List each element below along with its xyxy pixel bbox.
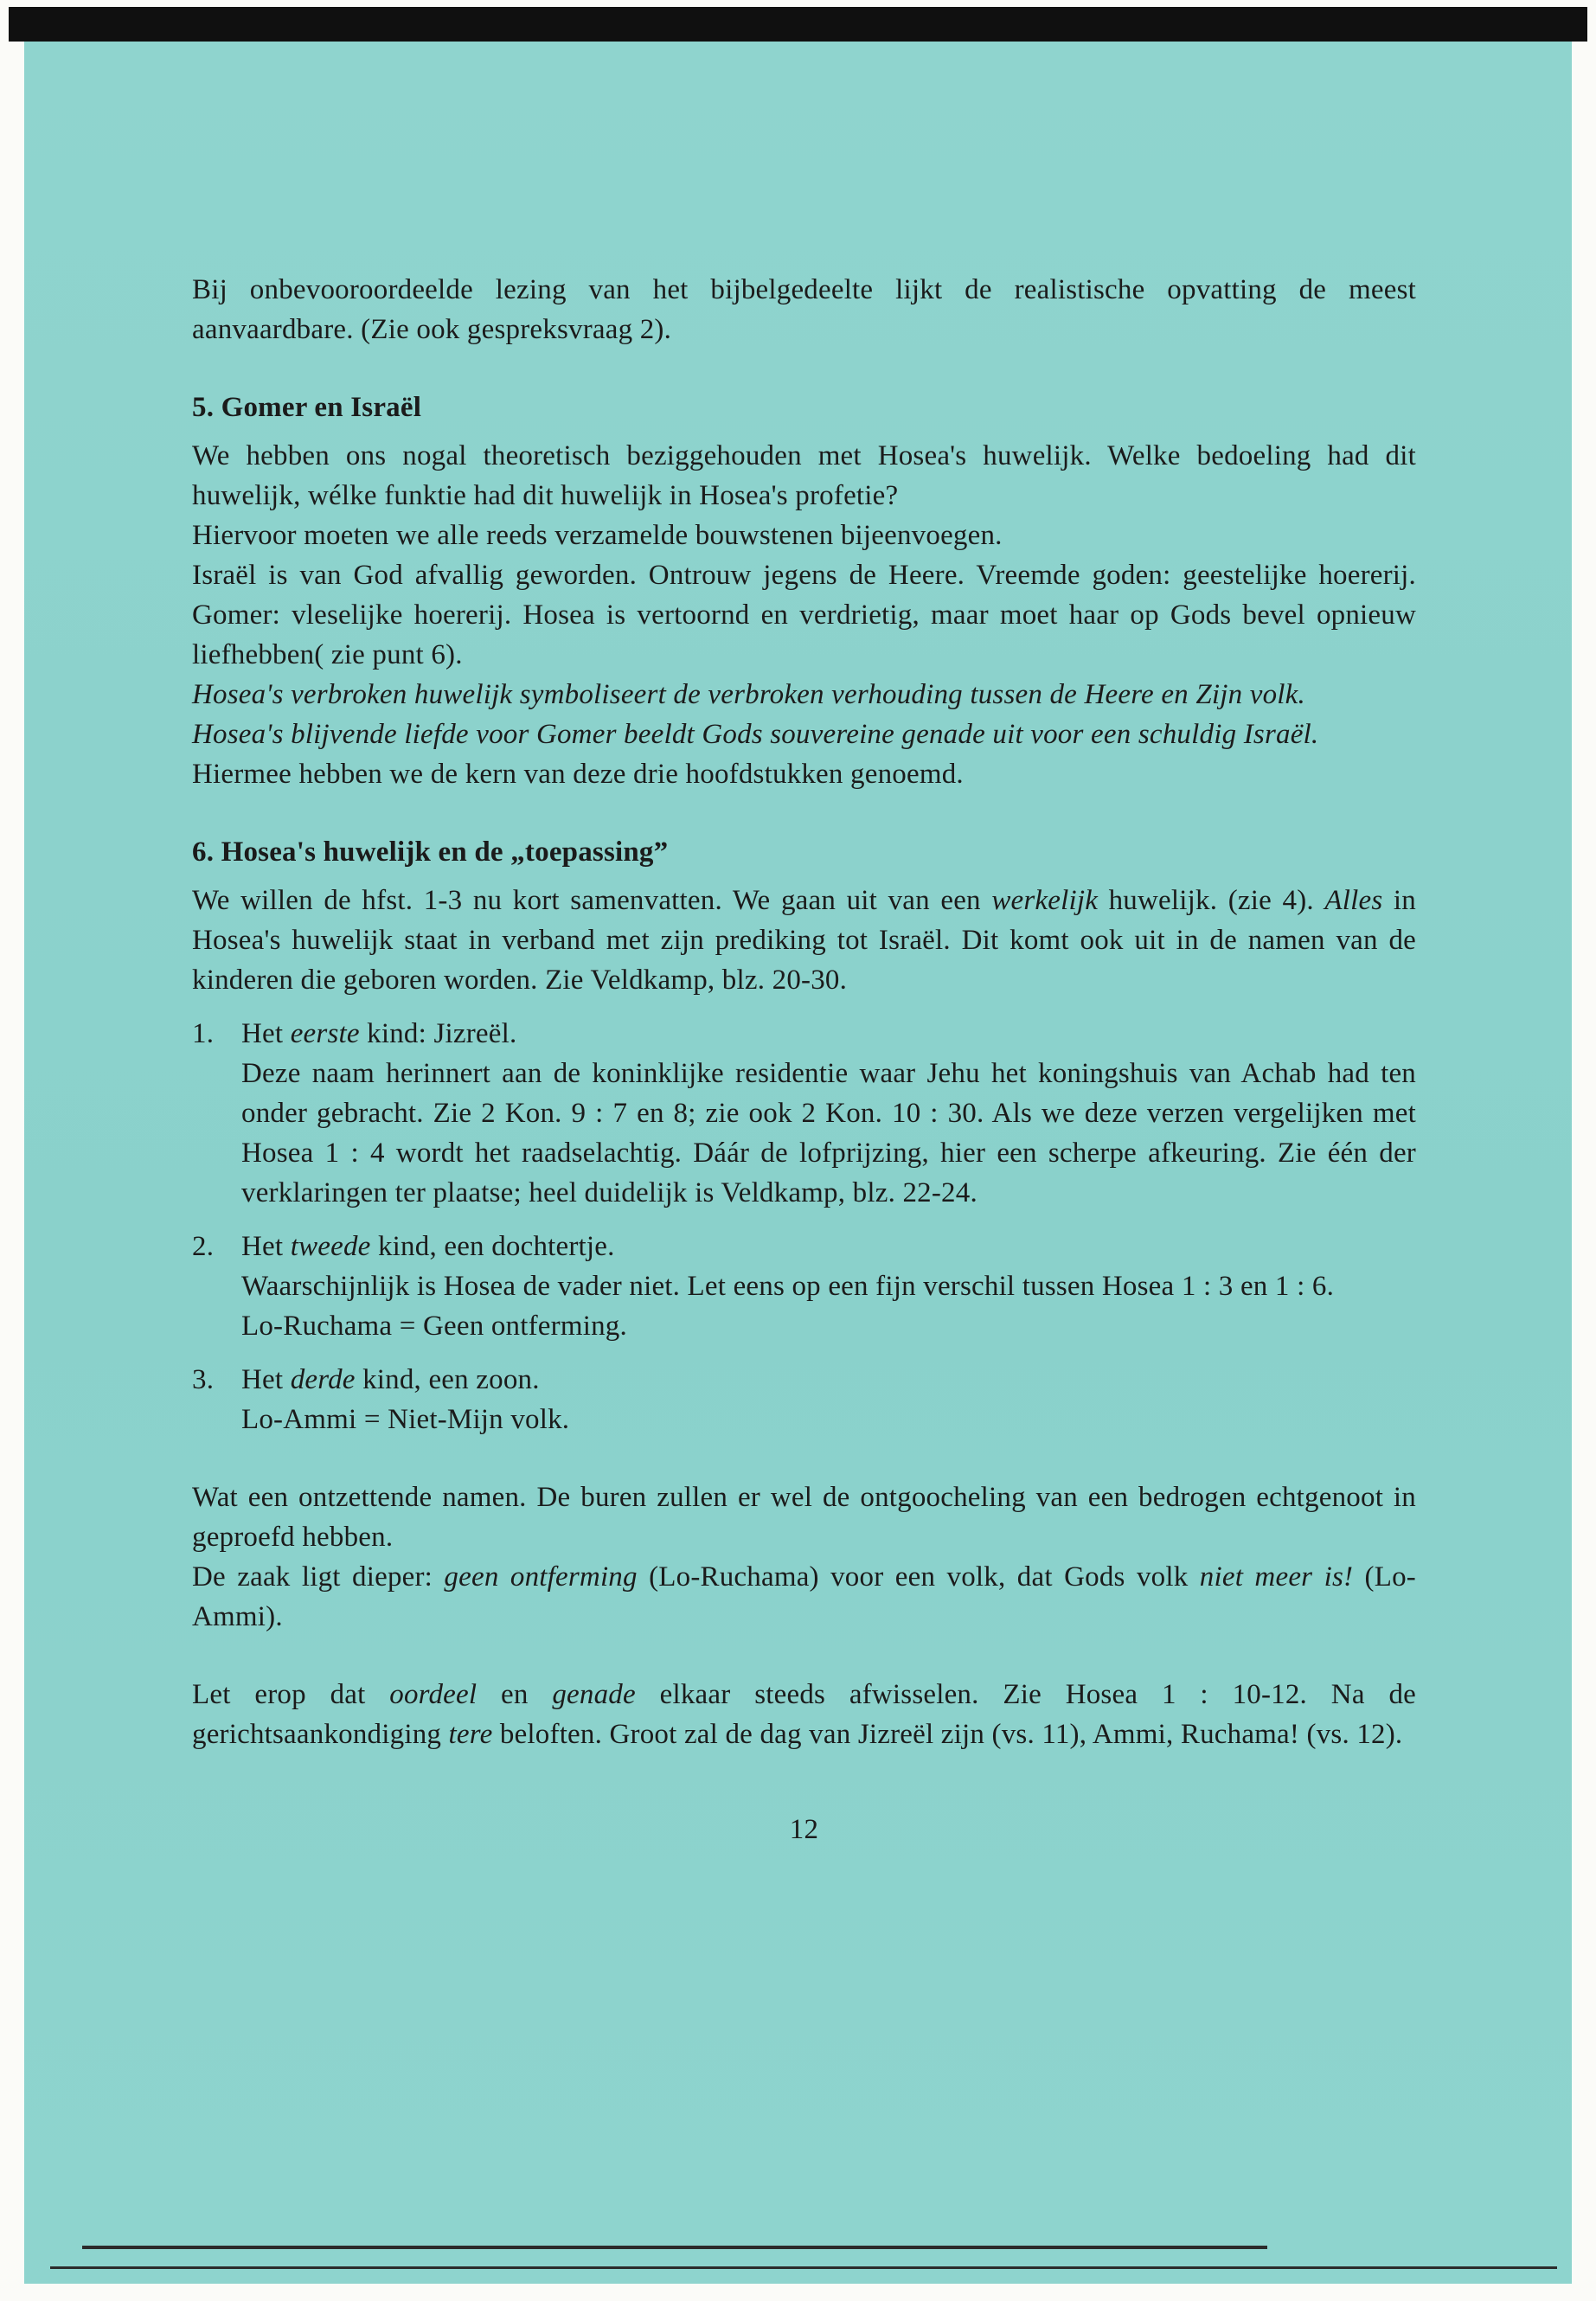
text-run: elkaar steeds afwisselen. Zie Hosea 1 : 10-12. Na de gerichtsaankondiging bbox=[192, 1679, 1416, 1750]
text-run: 5. Gomer en Israël bbox=[192, 392, 422, 423]
text-run: Israël is van God afvallig geworden. Ontrouw jegens de Heere. Vreemde goden: geestelijke hoererij. Gomer: vleselijke hoererij. Hosea is vertoornd en verdrietig, maar moet haar op Gods bevel opnieuw liefhebben( zie punt 6). bbox=[192, 560, 1416, 670]
text-line bbox=[241, 1227, 1416, 1266]
italic-text-run: Hosea's verbroken huwelijk symboliseert de verbroken verhouding tussen de Heere en Zijn volk. bbox=[192, 679, 1305, 710]
text-line bbox=[192, 675, 1416, 715]
text-line bbox=[241, 1054, 1416, 1213]
text-run: Het bbox=[241, 1364, 291, 1395]
text-run: Bij onbevooroordeelde lezing van het bijbelgedeelte lijkt de realistische opvatting de meest aanvaardbare. (Zie ook gespreksvraag 2). bbox=[192, 274, 1416, 345]
italic-text-run: tere bbox=[448, 1719, 493, 1750]
text-run: kind: Jizreël. bbox=[359, 1018, 517, 1049]
text-line bbox=[241, 1400, 1416, 1439]
text-run: beloften. Groot zal de dag van Jizreël zijn (vs. 11), Ammi, Ruchama! (vs. 12). bbox=[492, 1719, 1403, 1750]
text-line bbox=[192, 1477, 1416, 1557]
text-run: Hiermee hebben we de kern van deze drie hoofdstukken genoemd. bbox=[192, 759, 964, 790]
text-run: kind, een dochtertje. bbox=[370, 1231, 615, 1262]
text-line bbox=[192, 436, 1416, 516]
text-line bbox=[241, 1306, 1416, 1346]
text-run: Deze naam herinnert aan de koninklijke residentie waar Jehu het koningshuis van Achab had ten onder gebracht. Zie 2 Kon. 9 : 7 en 8; zie ook 2 Kon. 10 : 30. Als we deze verzen vergelijken met Hosea 1 : 4 wordt het raadselachtig. Dáár de lofprijzing, hier een scherpe afkeuring. Zie één der verklaringen ter plaatse; heel duidelijk is Veldkamp, blz. 22-24. bbox=[241, 1058, 1416, 1208]
text-run: Het bbox=[241, 1231, 291, 1262]
paragraph bbox=[192, 436, 1416, 794]
italic-text-run: Alles bbox=[1324, 885, 1383, 916]
italic-text-run: oordeel bbox=[389, 1679, 478, 1710]
text-line bbox=[192, 516, 1416, 555]
list-item-body bbox=[241, 1014, 1416, 1213]
italic-text-run: tweede bbox=[290, 1231, 371, 1262]
italic-text-run: werkelijk bbox=[991, 885, 1099, 916]
list-marker: 2. bbox=[192, 1231, 215, 1262]
text-line bbox=[192, 1675, 1416, 1754]
italic-text-run: Hosea's blijvende liefde voor Gomer beeldt Gods souvereine genade uit voor een schuldig Israël. bbox=[192, 719, 1319, 750]
italic-text-run: geen ontferming bbox=[444, 1561, 638, 1593]
document-text bbox=[192, 270, 1416, 1754]
text-line bbox=[192, 388, 1416, 427]
page-content bbox=[24, 42, 1572, 1849]
text-run: Lo-Ammi = Niet-Mijn volk. bbox=[241, 1404, 570, 1435]
paragraph bbox=[192, 270, 1416, 349]
text-run: (Lo-Ammi). bbox=[192, 1561, 1416, 1632]
list-marker: 3. bbox=[192, 1364, 215, 1395]
page-number: 12 bbox=[789, 1814, 819, 1845]
text-run: De zaak ligt dieper: bbox=[192, 1561, 445, 1593]
text-line bbox=[192, 881, 1416, 1000]
scan-top-band bbox=[9, 7, 1587, 42]
text-run: 6. Hosea's huwelijk en de „toepassing” bbox=[192, 836, 669, 868]
text-run: We willen de hfst. 1-3 nu kort samenvatten. We gaan uit van een bbox=[192, 885, 992, 916]
list-item bbox=[192, 1014, 1416, 1213]
list-item-body bbox=[241, 1227, 1416, 1346]
text-run: Wat een ontzettende namen. De buren zullen er wel de ontgoocheling van een bedrogen echtgenoot in geproefd hebben. bbox=[192, 1482, 1416, 1553]
text-run: kind, een zoon. bbox=[355, 1364, 540, 1395]
text-run: Lo-Ruchama = Geen ontferming. bbox=[241, 1311, 627, 1342]
paragraph bbox=[192, 881, 1416, 1000]
text-run: Waarschijnlijk is Hosea de vader niet. Let eens op een fijn verschil tussen Hosea 1 : 3 en 1 : 6. bbox=[241, 1271, 1335, 1302]
italic-text-run: eerste bbox=[290, 1018, 360, 1049]
list-item-body bbox=[241, 1360, 1416, 1439]
text-line bbox=[241, 1360, 1416, 1400]
text-run: We hebben ons nogal theoretisch beziggehouden met Hosea's huwelijk. Welke bedoeling had dit huwelijk, wélke funktie had dit huwelijk in Hosea's profetie? bbox=[192, 440, 1416, 511]
text-line bbox=[192, 754, 1416, 794]
text-run: en bbox=[477, 1679, 553, 1710]
book-page bbox=[24, 42, 1572, 2284]
text-line bbox=[192, 555, 1416, 675]
text-line bbox=[192, 1557, 1416, 1637]
text-run: huwelijk. (zie 4). bbox=[1098, 885, 1325, 916]
text-line bbox=[241, 1014, 1416, 1054]
paragraph bbox=[192, 1675, 1416, 1754]
section-heading bbox=[192, 832, 1416, 872]
text-run: Let erop dat bbox=[192, 1679, 390, 1710]
text-run: Hiervoor moeten we alle reeds verzamelde bouwstenen bijeenvoegen. bbox=[192, 520, 1003, 551]
text-line bbox=[192, 270, 1416, 349]
text-run: Het bbox=[241, 1018, 291, 1049]
list-item bbox=[192, 1360, 1416, 1439]
text-run: (Lo-Ruchama) voor een volk, dat Gods volk bbox=[637, 1561, 1200, 1593]
text-line bbox=[192, 832, 1416, 872]
section-heading bbox=[192, 388, 1416, 427]
text-line bbox=[241, 1266, 1416, 1306]
italic-text-run: derde bbox=[290, 1364, 356, 1395]
scan-artifact-line bbox=[50, 2266, 1557, 2269]
text-run: in Hosea's huwelijk staat in verband met zijn prediking tot Israël. Dit komt ook uit in de namen van de kinderen die geboren worden. Zie Veldkamp, blz. 20-30. bbox=[192, 885, 1416, 996]
scan-artifact-line bbox=[82, 2246, 1267, 2249]
list-marker: 1. bbox=[192, 1018, 215, 1049]
italic-text-run: genade bbox=[552, 1679, 636, 1710]
list-item bbox=[192, 1227, 1416, 1346]
paragraph bbox=[192, 1477, 1416, 1637]
text-line bbox=[192, 715, 1416, 754]
italic-text-run: niet meer is! bbox=[1199, 1561, 1354, 1593]
